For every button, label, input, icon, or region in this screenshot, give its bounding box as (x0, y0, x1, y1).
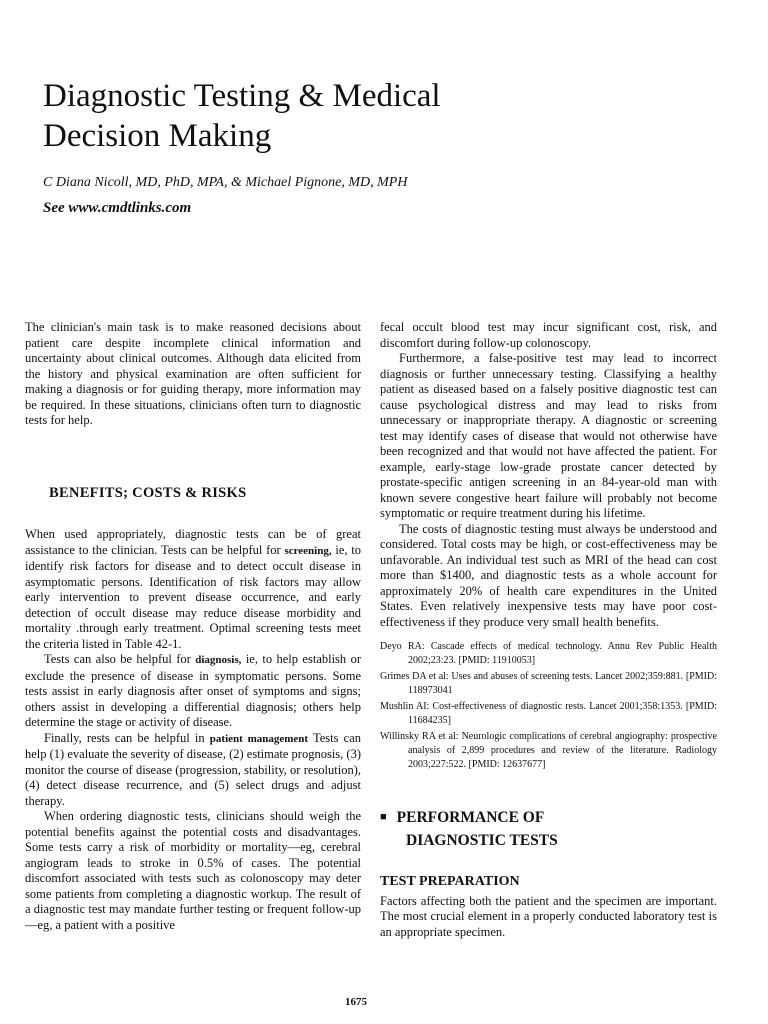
p1-text-a: When used appropriately, diagnostic tests can be of great assistance to the clinician. Tests can be helpful for (25, 527, 361, 557)
paragraph-test-preparation: Factors affecting both the patient and the specimen are important. The most crucial element in a properly conducted laboratory test is an appropriate specimen. (380, 893, 717, 939)
title-line-2: Decision Making (43, 118, 272, 154)
references (380, 640, 717, 772)
subheading-test-preparation: TEST PREPARATION (380, 874, 520, 889)
reference-item: Mushlin AI: Cost-effectiveness of diagnostic rests. Lancet 2001;358:1353. [PMID: 11684235] (380, 701, 717, 726)
p1-text-b: ie, to identify risk factors for disease and to detect occult disease in asymptomatic persons. Identification of risk factors may allow early intervention to prevent disease occurrence, and early detection of occult disease may reduce disease morbidity and mortality .through early treatment. Optimal screening tests meet the criteria listed in Table 42-1. (25, 542, 361, 651)
page-number: 1675 (345, 996, 367, 1008)
section-heading-benefits: BENEFITS; COSTS & RISKS (49, 484, 247, 501)
perf-heading-line-1: PERFORMANCE OF (396, 809, 545, 826)
p2-text-b: ie, to help establish or exclude the presence of disease in symptomatic persons. Some tests assist in early diagnosis after onset of symptoms and signs; others assist in developing a differential diagnosis; others help determine the stage or activity of disease. (25, 652, 361, 729)
section-heading-performance (380, 806, 717, 852)
perf-heading-line-2: DIAGNOSTIC TESTS (406, 832, 558, 849)
left-column (25, 320, 361, 933)
paragraph-diagnosis (25, 652, 361, 731)
keyword-diagnosis: diagnosis, (195, 654, 242, 666)
p3-text-b: Tests can help (1) evaluate the severity of disease, (2) estimate prognosis, (3) monitor the course of disease (progression, stability, or resolution), (4) detect disease recurrence, and (5) select drugs and adjust therapy. (25, 730, 361, 808)
page-title (43, 76, 643, 156)
authors: C Diana Nicoll, MD, PhD, MPA, & Michael Pignone, MD, MPH (43, 175, 408, 190)
square-bullet-icon: ■ (380, 811, 387, 823)
title-line-1: Diagnostic Testing & Medical (43, 78, 441, 114)
reference-item: Grimes DA et al: Uses and abuses of screening tests. Lancet 2002;359:881. [PMID: 118973041 (380, 671, 717, 696)
see-link[interactable]: See www.cmdtlinks.com (43, 200, 192, 216)
intro-paragraph: The clinician's main task is to make reasoned decisions about patient care despite incomplete clinical information and uncertainty about clinical outcomes. Although data elicited from the history and physical examination are often sufficient for making a diagnosis or for guiding therapy, more information may be required. In these situations, clinicians often turn to diagnostic tests for help. (25, 320, 361, 427)
paragraph-screening (25, 527, 361, 652)
reference-item: Deyo RA: Cascade effects of medical technology. Annu Rev Public Health 2002;23:23. [PMID: 11910053] (380, 641, 717, 666)
paragraph-management (25, 731, 361, 810)
p2-text-a: Tests can also be helpful for (44, 652, 196, 666)
paragraph-costs: The costs of diagnostic testing must always be understood and considered. Total costs may be high, or cost-effectiveness may be unfavorable. An individual test such as MRI of the head can cost more than $1400, and diagnostic tests as a whole account for approximately 20% of health care expenditures in the United States. Even relatively inexpensive tests may have poor cost-effectiveness if they produce very small health benefits. (380, 521, 717, 629)
right-column (380, 320, 717, 940)
reference-item: Willinsky RA et al: Neurologic complications of cerebral angiography: prospective analysis of 2,899 procedures and review of the literature. Radiology 2003;227:522. [PMID: 12637677] (380, 731, 717, 770)
paragraph-false-positive: Furthermore, a false-positive test may lead to incorrect diagnosis or further unnecessary testing. Classifying a healthy patient as diseased based on a falsely positive diagnostic test can cause psychological distress and may lead to risks from unnecessary or inappropriate therapy. A diagnostic or screening test may identify cases of disease that would not otherwise have been recognized and that would not have affected the patient. For example, early-stage low-grade prostate cancer detected by prostate-specific antigen screening in an 84-year-old man with known severe congestive heart failure will probably not become symptomatic or require treatment during his lifetime. (380, 351, 717, 520)
paragraph-costs-risks: When ordering diagnostic tests, clinicians should weigh the potential benefits against the potential costs and disadvantages. Some tests carry a risk of morbidity or mortality—eg, cerebral angiogram leads to stroke in 0.5% of cases. The potential discomfort associated with tests such as colonoscopy may deter some patients from completing a diagnostic workup. The result of a diagnostic test may mandate further testing or frequent follow-up—eg, a patient with a positive (25, 809, 361, 932)
p3-text-a: Finally, rests can be helpful in (44, 730, 210, 745)
keyword-patient-management: patient management (209, 732, 309, 745)
keyword-screening: screening, (284, 544, 332, 557)
paragraph-fecal-test: fecal occult blood test may incur significant cost, risk, and discomfort during follow-up colonoscopy. (380, 320, 717, 350)
